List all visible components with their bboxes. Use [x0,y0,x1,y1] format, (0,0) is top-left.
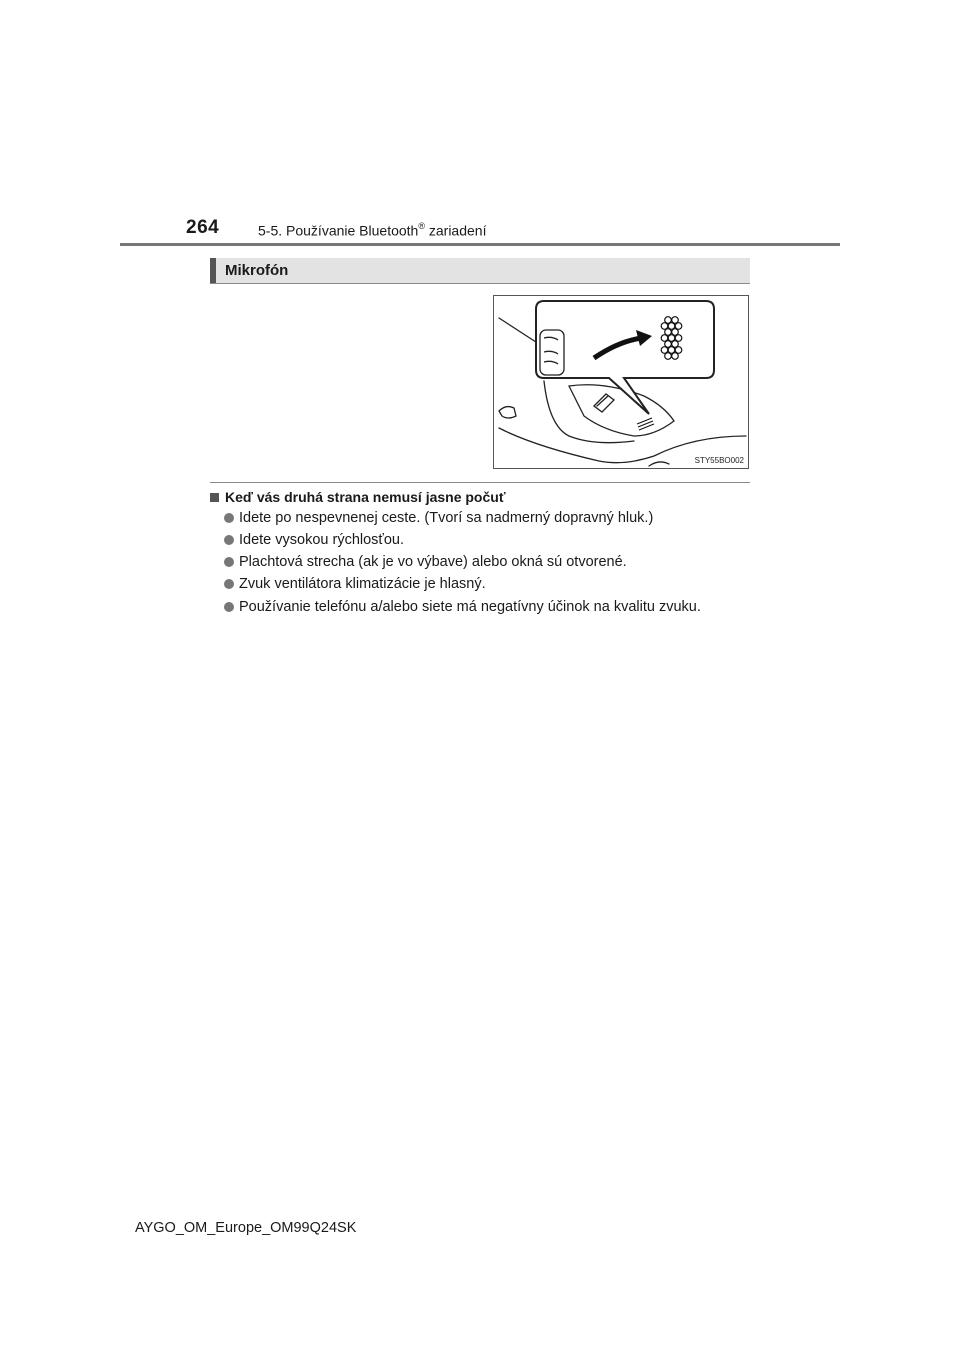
door-handle [499,407,516,418]
registered-mark: ® [418,221,425,231]
list-heading-text: Keď vás druhá strana nemusí jasne počuť [225,489,506,505]
list-divider [210,482,750,483]
subheading-accent [210,258,216,283]
list-item [224,576,486,592]
dash-dome [649,462,669,466]
bullet-dot-icon [224,513,234,523]
section-title [258,222,486,239]
list-item-text: Používanie telefónu a/alebo siete má negatívny účinok na kvalitu zvuku. [239,599,701,615]
list-item-text: Idete po nespevnenej ceste. (Tvorí sa nadmerný dopravný hluk.) [239,510,654,526]
bullet-dot-icon [224,535,234,545]
overhead-console [569,385,674,436]
subheading-bar [210,258,750,284]
list-item [224,554,627,570]
figure-code: STY55BO002 [694,456,744,465]
callout-bubble [536,301,714,414]
list-item [224,532,404,548]
roof-line [499,318,539,344]
page-number: 264 [186,217,220,238]
section-title-prefix: 5-5. Používanie Bluetooth [258,222,419,239]
bullet-dot-icon [224,557,234,567]
subheading-title: Mikrofón [225,262,289,279]
bullet-dot-icon [224,602,234,612]
list-item-text: Zvuk ventilátora klimatizácie je hlasný. [239,576,486,592]
interior-light [594,394,614,412]
header-divider [120,243,840,246]
section-title-suffix: zariadení [424,222,487,239]
microphone-diagram [494,296,748,468]
microphone-illustration [493,295,749,469]
bullet-dot-icon [224,579,234,589]
list-item [224,510,653,526]
square-bullet-icon [210,493,219,502]
list-item [224,599,701,615]
list-item-text: Plachtová strecha (ak je vo výbave) alebo okná sú otvorené. [239,554,627,570]
list-heading [210,489,506,505]
console-grille [637,418,654,430]
footer-doc-id: AYGO_OM_Europe_OM99Q24SK [135,1220,357,1236]
list-item-text: Idete vysokou rýchlosťou. [239,532,405,548]
